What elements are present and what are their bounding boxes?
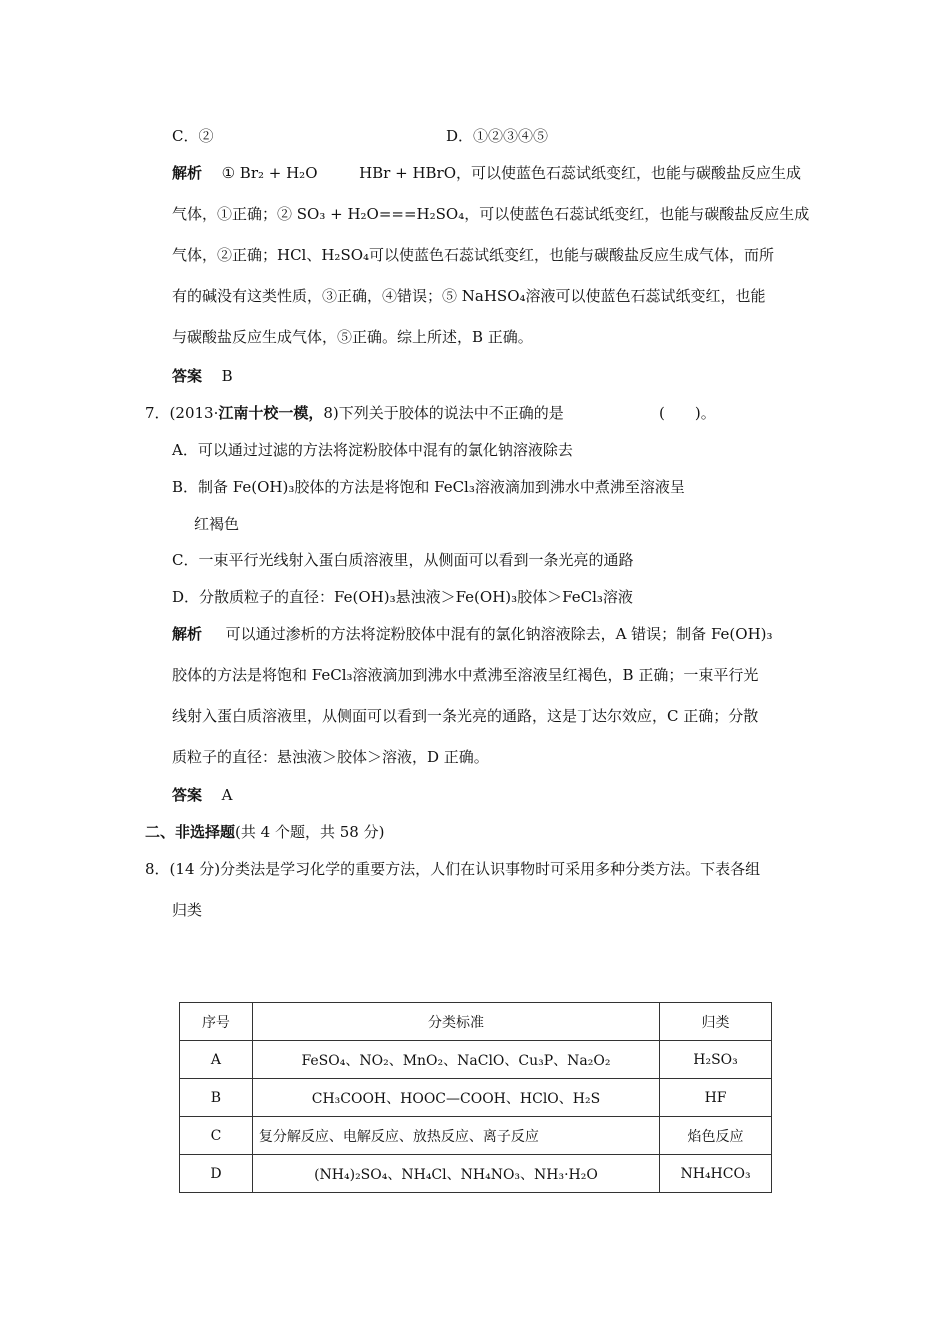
q6-answer-label: 答案 — [172, 367, 203, 385]
table-row — [180, 1117, 772, 1155]
header-criterion: 分类标准 — [252, 1003, 659, 1041]
row-number: D — [180, 1155, 253, 1193]
q7-analysis-line-2: 胶体的方法是将饱和 FeCl₃溶液滴加到沸水中煮沸至溶液呈红褐色，B 正确；一束平行光 — [172, 666, 759, 684]
row-number: B — [180, 1079, 253, 1117]
q6-analysis-line-2: 气体，①正确；② SO₃ + H₂O===H₂SO₄，可以使蓝色石蕊试纸变红，也能与碳酸盐反应生成 — [172, 205, 810, 223]
row-group: HF — [660, 1079, 772, 1117]
row-group: 焰色反应 — [660, 1117, 772, 1155]
table-row — [180, 1079, 772, 1117]
row-group: H₂SO₃ — [660, 1041, 772, 1079]
row-criterion: FeSO₄、NO₂、MnO₂、NaClO、Cu₃P、Na₂O₂ — [252, 1041, 659, 1079]
row-group: NH₄HCO₃ — [660, 1155, 772, 1193]
q7-analysis-line-1 — [172, 624, 773, 644]
row-criterion: 复分解反应、电解反应、放热反应、离子反应 — [252, 1117, 659, 1155]
q7-option-d: D．分散质粒子的直径：Fe(OH)₃悬浊液＞Fe(OH)₃胶体＞FeCl₃溶液 — [172, 588, 633, 606]
table-row — [180, 1155, 772, 1193]
q7-answer — [172, 785, 232, 805]
q6-analysis-label: 解析 — [172, 164, 203, 182]
table-row — [180, 1041, 772, 1079]
q6-analysis-line-4: 有的碱没有这类性质，③正确，④错误；⑤ NaHSO₄溶液可以使蓝色石蕊试纸变红，也能 — [172, 287, 766, 305]
q7-answer-paren: ( )。 — [659, 404, 716, 422]
section-2-title: 二、非选择题 — [145, 823, 236, 841]
q7-analysis-line-4: 质粒子的直径：悬浊液＞胶体＞溶液，D 正确。 — [172, 748, 489, 766]
section-2-suffix: (共 4 个题，共 58 分) — [235, 823, 385, 841]
q6-answer — [172, 366, 233, 386]
q6-analysis-line-3: 气体，②正确；HCl、H₂SO₄可以使蓝色石蕊试纸变红，也能与碳酸盐反应生成气体，而所 — [172, 246, 775, 264]
q7-source-close: 8) — [323, 404, 339, 422]
q6-analysis-line-1 — [172, 163, 801, 183]
header-number: 序号 — [180, 1003, 253, 1041]
q8-stem-line-1: 8．(14 分)分类法是学习化学的重要方法，人们在认识事物时可采用多种分类方法。下表各组 — [145, 860, 761, 878]
q7-source-name: 江南十校一模， — [218, 404, 324, 422]
classification-table — [179, 1002, 772, 1193]
q7-stem — [145, 403, 564, 423]
q7-option-b-cont: 红褐色 — [194, 515, 240, 533]
q7-analysis-label: 解析 — [172, 625, 203, 643]
row-criterion: (NH₄)₂SO₄、NH₄Cl、NH₄NO₃、NH₃·H₂O — [252, 1155, 659, 1193]
q6-analysis-text-1: HBr + HBrO，可以使蓝色石蕊试纸变红，也能与碳酸盐反应生成 — [359, 164, 802, 182]
q6-analysis-equation: ① Br₂ + H₂O — [221, 164, 318, 182]
q7-option-c: C．一束平行光线射入蛋白质溶液里，从侧面可以看到一条光亮的通路 — [172, 551, 634, 569]
q7-option-a: A．可以通过过滤的方法将淀粉胶体中混有的氯化钠溶液除去 — [172, 441, 573, 459]
q6-option-d: D．①②③④⑤ — [446, 127, 549, 145]
q7-stem-text: 下列关于胶体的说法中不正确的是 — [338, 404, 564, 422]
row-number: C — [180, 1117, 253, 1155]
q7-source-open: (2013· — [169, 404, 219, 422]
q7-analysis-line-3: 线射入蛋白质溶液里，从侧面可以看到一条光亮的通路，这是丁达尔效应，C 正确；分散 — [172, 707, 759, 725]
q6-answer-value: B — [221, 367, 233, 385]
section-2-heading — [145, 822, 384, 842]
q8-stem-line-2: 归类 — [172, 901, 203, 919]
header-group: 归类 — [660, 1003, 772, 1041]
q7-answer-label: 答案 — [172, 786, 203, 804]
q7-answer-value: A — [221, 786, 233, 804]
q7-number: 7． — [145, 404, 170, 422]
q6-option-c: C．② — [172, 127, 214, 145]
row-number: A — [180, 1041, 253, 1079]
q7-analysis-text-1: 可以通过渗析的方法将淀粉胶体中混有的氯化钠溶液除去，A 错误；制备 Fe(OH)₃ — [225, 625, 773, 643]
table-header-row — [180, 1003, 772, 1041]
q6-analysis-line-5: 与碳酸盐反应生成气体，⑤正确。综上所述，B 正确。 — [172, 328, 533, 346]
row-criterion: CH₃COOH、HOOC—COOH、HClO、H₂S — [252, 1079, 659, 1117]
q7-option-b: B．制备 Fe(OH)₃胶体的方法是将饱和 FeCl₃溶液滴加到沸水中煮沸至溶液呈 — [172, 478, 685, 496]
